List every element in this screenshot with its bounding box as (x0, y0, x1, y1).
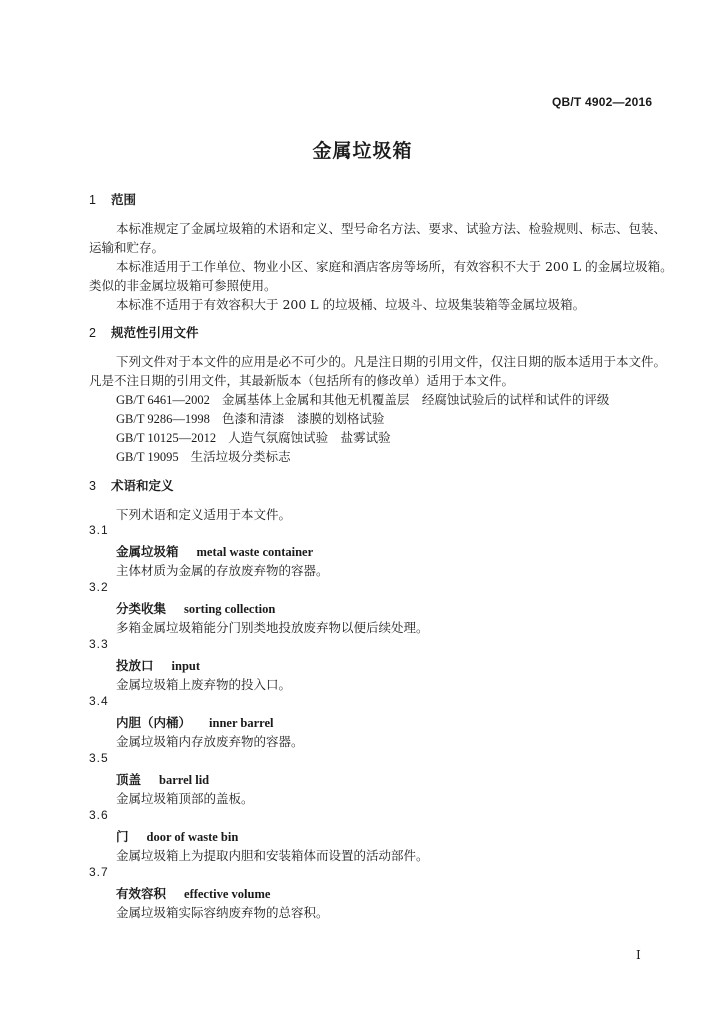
term-heading (116, 542, 313, 560)
reference-code: GB/T 19095 (116, 450, 179, 464)
section-heading-normative-references (89, 323, 199, 341)
term-number: 3.1 (89, 523, 109, 537)
term-number: 3.3 (89, 637, 109, 651)
reference-title: 色漆和清漆 漆膜的划格试验 (221, 411, 385, 426)
term-heading (116, 827, 238, 845)
paragraph-line: 类似的非金属垃圾箱可参照使用。 (89, 278, 277, 293)
reference-item (116, 390, 609, 408)
term-definition: 金属垃圾箱上废弃物的投入口。 (116, 677, 292, 692)
term-en: effective volume (184, 887, 271, 901)
paragraph-line: 下列文件对于本文件的应用是必不可少的。凡是注日期的引用文件，仅注日期的版本适用于本文件。 (116, 354, 667, 369)
term-definition: 主体材质为金属的存放废弃物的容器。 (116, 563, 329, 578)
reference-item (116, 409, 384, 427)
term-zh: 分类收集 (116, 601, 167, 616)
reference-item (116, 447, 291, 465)
term-zh: 有效容积 (116, 886, 167, 901)
term-zh: 内胆（内桶） (116, 715, 192, 730)
term-definition: 金属垃圾箱顶部的盖板。 (116, 791, 254, 806)
paragraph-line: 下列术语和定义适用于本文件。 (116, 507, 292, 522)
standard-code: QB/T 4902—2016 (552, 95, 653, 109)
paragraph-line: 运输和贮存。 (89, 240, 165, 255)
section-number: 2 (89, 326, 96, 340)
term-zh: 门 (116, 829, 129, 844)
term-en: sorting collection (184, 602, 276, 616)
term-heading (116, 770, 209, 788)
section-title: 术语和定义 (111, 478, 174, 493)
page-title: 金属垃圾箱 (312, 140, 413, 162)
term-en: input (171, 659, 201, 673)
section-title: 规范性引用文件 (111, 325, 199, 340)
term-definition: 金属垃圾箱内存放废弃物的容器。 (116, 734, 304, 749)
reference-code: GB/T 10125—2012 (116, 431, 217, 445)
paragraph-line: 本标准不适用于有效容积大于 200 L 的垃圾桶、垃圾斗、垃圾集装箱等金属垃圾箱。 (116, 297, 586, 312)
section-number: 3 (89, 479, 96, 493)
term-zh: 投放口 (116, 658, 154, 673)
term-heading (116, 884, 270, 902)
term-number: 3.2 (89, 580, 109, 594)
reference-code: GB/T 6461—2002 (116, 393, 210, 407)
term-number: 3.6 (89, 808, 109, 822)
section-heading-scope (89, 190, 136, 208)
term-en: metal waste container (196, 545, 314, 559)
paragraph-line: 凡是不注日期的引用文件，其最新版本（包括所有的修改单）适用于本文件。 (89, 373, 515, 388)
reference-title: 生活垃圾分类标志 (190, 449, 291, 464)
term-heading (116, 599, 275, 617)
term-number: 3.5 (89, 751, 109, 765)
term-number: 3.4 (89, 694, 109, 708)
term-zh: 金属垃圾箱 (116, 544, 179, 559)
term-heading (116, 713, 273, 731)
page-number: I (636, 948, 641, 962)
term-definition: 多箱金属垃圾箱能分门别类地投放废弃物以便后续处理。 (116, 620, 429, 635)
section-number: 1 (89, 193, 96, 207)
paragraph-line: 本标准适用于工作单位、物业小区、家庭和酒店客房等场所，有效容积不大于 200 L 的金属垃圾箱。 (116, 259, 673, 274)
term-definition: 金属垃圾箱上为提取内胆和安装箱体而设置的活动部件。 (116, 848, 429, 863)
term-heading (116, 656, 200, 674)
term-en: door of waste bin (146, 830, 239, 844)
term-en: inner barrel (209, 716, 274, 730)
reference-title: 金属基体上金属和其他无机覆盖层 经腐蚀试验后的试样和试件的评级 (221, 392, 610, 407)
term-zh: 顶盖 (116, 772, 142, 787)
term-number: 3.7 (89, 865, 109, 879)
term-en: barrel lid (159, 773, 210, 787)
paragraph-line: 本标准规定了金属垃圾箱的术语和定义、型号命名方法、要求、试验方法、检验规则、标志、包装、 (116, 221, 667, 236)
section-title: 范围 (111, 192, 137, 207)
reference-code: GB/T 9286—1998 (116, 412, 210, 426)
section-heading-terms-and-definitions (89, 476, 174, 494)
reference-title: 人造气氛腐蚀试验 盐雾试验 (228, 430, 391, 445)
reference-item (116, 428, 391, 446)
term-definition: 金属垃圾箱实际容纳废弃物的总容积。 (116, 905, 329, 920)
